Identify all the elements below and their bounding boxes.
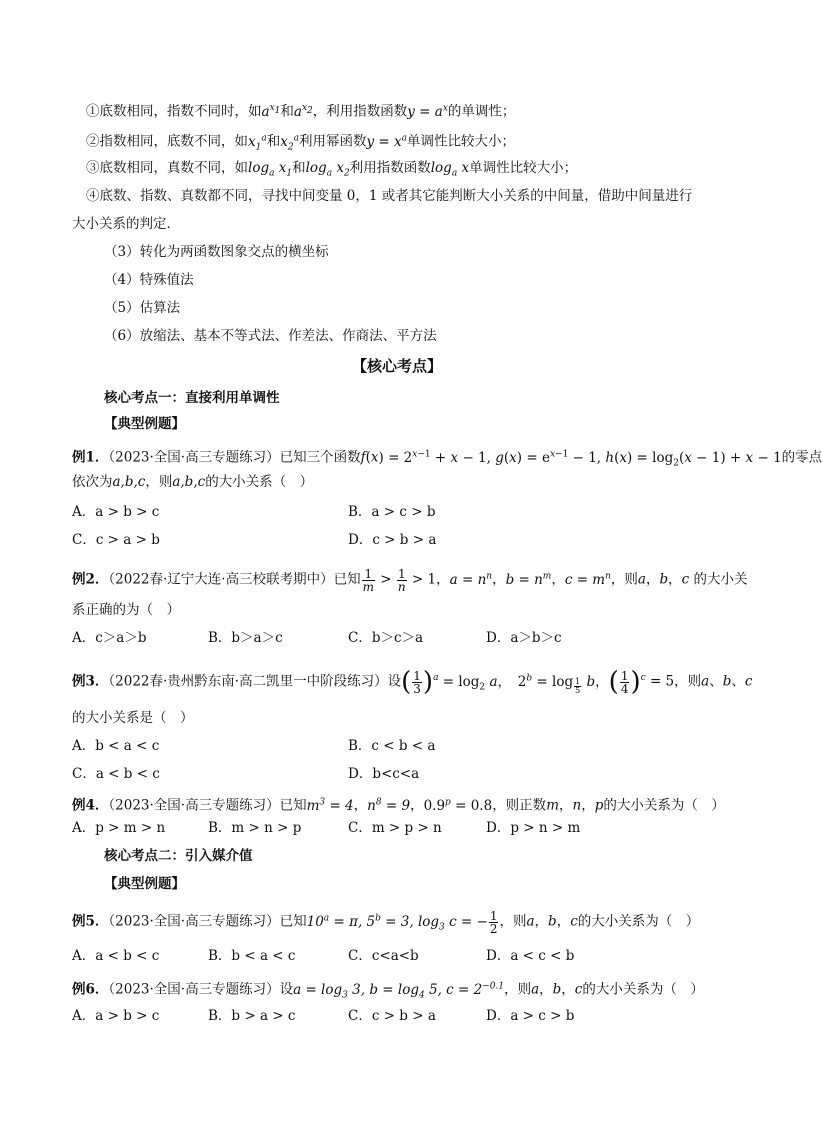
- example-4-option-a[interactable]: A．p > m > n: [72, 820, 166, 836]
- section-title: 【核心考点】: [351, 357, 442, 375]
- method-4-line2: 大小关系的判定．: [72, 216, 180, 232]
- example-3-line1: 例3．（2022春·贵州黔东南·高二凯里一中阶段练习）设( $\frac{1}{3}$ )$^a = \log_2 a$， $2^b = \log$ $_{\frac{1}{5}}$ b，( $\frac{1}{4}$ )$^c$ = 5，则a、b、c: [72, 667, 753, 697]
- method-item-4: （4）特殊值法: [104, 272, 194, 288]
- example-1-formula: f: [360, 449, 366, 466]
- example-3-option-a[interactable]: A．b < a < c: [72, 738, 160, 754]
- method-2: ②指数相同，底数不同，如$x_1^a$和$x_2^a$利用幂函数$y = x^a$单调性比较大小；: [86, 133, 515, 153]
- example-4-option-d[interactable]: D．p > n > m: [486, 820, 581, 836]
- example-2-option-b[interactable]: B．b＞a＞c: [208, 630, 283, 646]
- core-point-1-title: 核心考点一：直接利用单调性: [104, 390, 280, 406]
- core-point-2-title: 核心考点二：引入媒介值: [104, 848, 253, 864]
- example-4-option-c[interactable]: C．m > p > n: [348, 820, 442, 836]
- example-3-option-d[interactable]: D．b<c<a: [348, 766, 420, 782]
- example-6-line1: 例6．（2023·全国·高三专题练习）设$a = \log_3 3$, $b = \log_4 5$, $c = 2^{-0.1}$，则a，b，c的大小关系为（ ）: [72, 981, 704, 1001]
- example-6-option-a[interactable]: A．a > b > c: [72, 1008, 160, 1024]
- method-1: ①底数相同，指数不同时，如$a^{x_1}$和$a^{x_2}$，利用指数函数$y = a^x$的单调性；: [86, 103, 516, 120]
- method-4-line1: ④底数、指数、真数都不同，寻找中间变量 0，1 或者其它能判断大小关系的中间量，借助中间量进行: [86, 188, 693, 204]
- example-6-option-c[interactable]: C．c > b > a: [348, 1008, 436, 1024]
- example-4-line1: 例4．（2023·全国·高三专题练习）已知$m^3 = 4$，$n^8 = 9$，$0.9^p = 0.8$，则正数m，n，p的大小关系为（ ）: [72, 797, 725, 814]
- example-1-option-a[interactable]: A．a > b > c: [72, 504, 160, 520]
- example-4-option-b[interactable]: B．m > n > p: [208, 820, 302, 836]
- example-1-option-c[interactable]: C．c > a > b: [72, 532, 160, 548]
- example-1-option-d[interactable]: D．c > b > a: [348, 532, 437, 548]
- example-6-option-d[interactable]: D．a > c > b: [486, 1008, 575, 1024]
- method-item-6: （6）放缩法、基本不等式法、作差法、作商法、平方法: [104, 328, 437, 344]
- core-point-2-tag: 【典型例题】: [104, 876, 185, 892]
- core-point-1-tag: 【典型例题】: [104, 416, 185, 432]
- example-5-option-d[interactable]: D．a < c < b: [486, 948, 575, 964]
- example-1-line2: 依次为a,b,c，则a,b,c的大小关系（ ）: [72, 474, 314, 490]
- example-3-line2: 的大小关系是（ ）: [72, 710, 194, 726]
- example-2-line2: 系正确的为（ ）: [72, 602, 180, 618]
- example-2-option-c[interactable]: C．b＞c＞a: [348, 630, 424, 646]
- method-item-3: （3）转化为两函数图象交点的横坐标: [104, 244, 329, 260]
- example-3-option-c[interactable]: C．a < b < c: [72, 766, 160, 782]
- method-item-5: （5）估算法: [104, 300, 181, 316]
- example-2-option-a[interactable]: A．c＞a＞b: [72, 630, 147, 646]
- example-5-option-a[interactable]: A．a < b < c: [72, 948, 160, 964]
- example-2-line1: 例2．（2022春·辽宁大连·高三校联考期中）已知 $\frac{1}{m}$ > $\frac{1}{n}$ > 1，$a = n^n$，$b = n^m$，$c = m^n$，则a，b，c 的大小关: [72, 566, 748, 594]
- example-3-option-b[interactable]: B．c < b < a: [348, 738, 436, 754]
- example-2-option-d[interactable]: D．a＞b＞c: [486, 630, 562, 646]
- example-5-option-b[interactable]: B．b < a < c: [208, 948, 296, 964]
- example-1-line1: 例1．（2023·全国·高三专题练习）已知三个函数$f(x) = 2^{x-1} + x - 1$, $g(x) = e^{x-1} - 1$, $h(x) = \log_2(x - 1) + x - 1$的零点: [72, 449, 822, 469]
- example-5-option-c[interactable]: C．c<a<b: [348, 948, 419, 964]
- example-6-option-b[interactable]: B．b > a > c: [208, 1008, 296, 1024]
- example-1-option-b[interactable]: B．a > c > b: [348, 504, 436, 520]
- example-5-line1: 例5．（2023·全国·高三专题练习）已知$10^a = \pi$, $5^b = 3$, $\log_3 c$ = − $\frac{1}{2}$ ，则a，b，c的大小关系为（ ）: [72, 908, 700, 936]
- method-3: ③底数相同，真数不同，如$\log_a x_1$和$\log_a x_2$利用指数函数$\log_a x$单调性比较大小；: [86, 160, 578, 179]
